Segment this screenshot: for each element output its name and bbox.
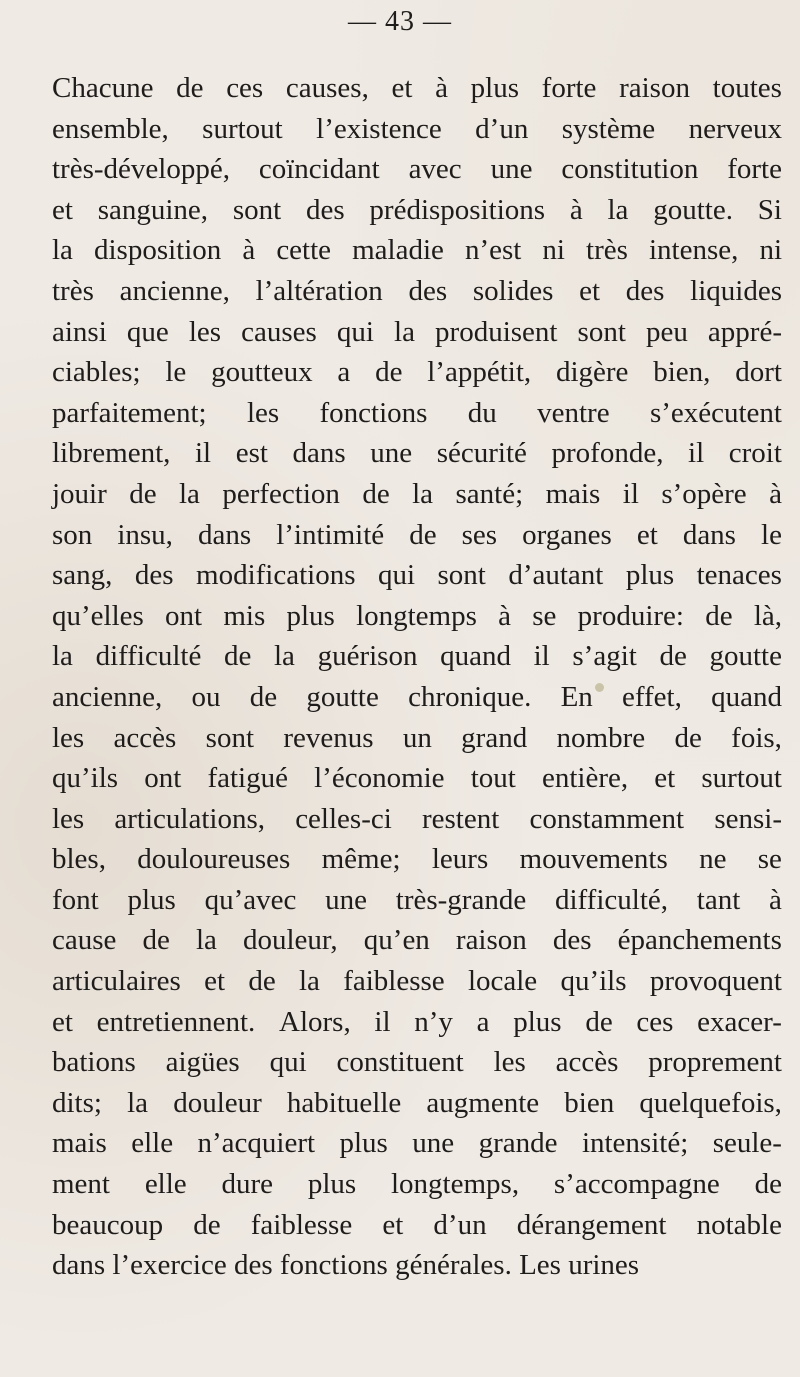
- text-line: dans l’exercice des fonctions générales. Les urines: [52, 1249, 640, 1282]
- text-line: très-développé, coïncidant avec une constitution forte: [52, 153, 782, 186]
- text-line: ainsi que les causes qui la produisent sont peu appré-: [52, 315, 782, 348]
- page-number: — 43 —: [348, 6, 452, 37]
- text-line: ment elle dure plus longtemps, s’accompagne de: [52, 1168, 782, 1201]
- text-line: son insu, dans l’intimité de ses organes et dans le: [52, 518, 782, 551]
- text-line: et sanguine, sont des prédispositions à la goutte. Si: [52, 193, 782, 226]
- text-line: la disposition à cette maladie n’est ni très intense, ni: [52, 234, 782, 267]
- text-line: cause de la douleur, qu’en raison des épanchements: [52, 924, 782, 957]
- text-line: et entretiennent. Alors, il n’y a plus de ces exacer-: [52, 1005, 782, 1038]
- text-line: les articulations, celles-ci restent constamment sensi-: [52, 802, 782, 835]
- text-line: librement, il est dans une sécurité profonde, il croit: [52, 437, 782, 470]
- text-line: beaucoup de faiblesse et d’un dérangement notable: [52, 1208, 782, 1241]
- text-line: bles, douloureuses même; leurs mouvements ne se: [52, 843, 782, 876]
- text-line: les accès sont revenus un grand nombre de fois,: [52, 721, 782, 754]
- text-line: dits; la douleur habituelle augmente bien quelquefois,: [52, 1086, 782, 1119]
- text-line: Chacune de ces causes, et à plus forte raison toutes: [52, 72, 782, 104]
- text-line: qu’ils ont fatigué l’économie tout entière, et surtout: [52, 762, 782, 795]
- text-line: articulaires et de la faiblesse locale qu’ils provoquent: [52, 965, 782, 998]
- text-line: la difficulté de la guérison quand il s’agit de goutte: [52, 640, 782, 673]
- text-line: parfaitement; les fonctions du ventre s’exécutent: [52, 396, 782, 429]
- text-line: ciables; le goutteux a de l’appétit, digère bien, dort: [52, 356, 782, 389]
- paper-stain: [595, 683, 604, 692]
- text-line: qu’elles ont mis plus longtemps à se produire: de là,: [52, 599, 782, 632]
- text-line: bations aigües qui constituent les accès proprement: [52, 1046, 782, 1079]
- text-line: jouir de la perfection de la santé; mais il s’opère à: [52, 477, 782, 510]
- text-line: ensemble, surtout l’existence d’un système nerveux: [52, 112, 782, 145]
- text-line: très ancienne, l’altération des solides et des liquides: [52, 274, 782, 307]
- text-line: sang, des modifications qui sont d’autant plus tenaces: [52, 559, 782, 592]
- body-text: [52, 68, 782, 1286]
- text-line: ancienne, ou de goutte chronique. En effet, quand: [52, 680, 782, 713]
- text-line: mais elle n’acquiert plus une grande intensité; seule-: [52, 1127, 782, 1160]
- text-line: font plus qu’avec une très-grande difficulté, tant à: [52, 883, 782, 916]
